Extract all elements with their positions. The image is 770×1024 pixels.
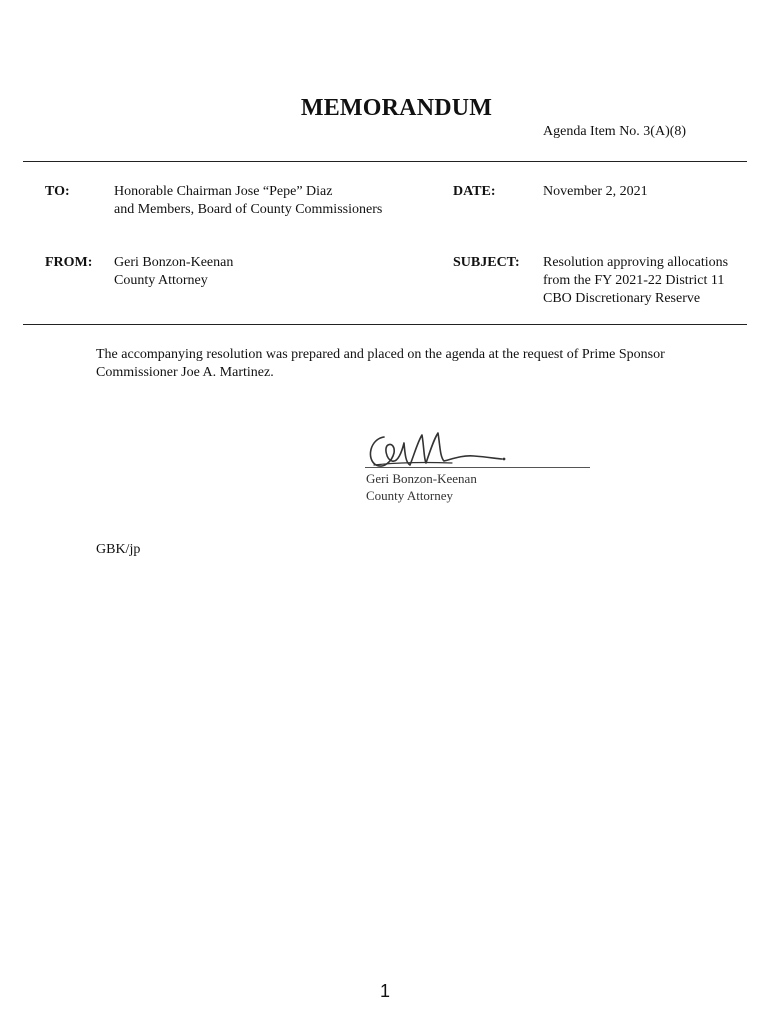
memo-body-line-1: The accompanying resolution was prepared and placed on the agenda at the request of Prime Sponsor xyxy=(96,347,665,362)
to-line-2: and Members, Board of County Commissioners xyxy=(114,202,383,217)
page-number: 1 xyxy=(379,981,390,1001)
from-line-2: County Attorney xyxy=(114,273,208,288)
subject-label: SUBJECT: xyxy=(453,255,520,270)
signature-title: County Attorney xyxy=(366,488,454,503)
bottom-divider xyxy=(23,324,747,325)
subject-line-1: Resolution approving allocations xyxy=(543,255,729,270)
subject-line-3: CBO Discretionary Reserve xyxy=(543,291,701,306)
to-line-1: Honorable Chairman Jose “Pepe” Diaz xyxy=(114,184,333,199)
date-label: DATE: xyxy=(453,184,496,199)
memo-body xyxy=(96,346,736,382)
to-label: TO: xyxy=(45,184,70,199)
typist-initials: GBK/jp xyxy=(96,542,141,557)
top-divider xyxy=(23,161,747,162)
date-value: November 2, 2021 xyxy=(543,184,648,199)
memo-title: MEMORANDUM xyxy=(300,95,493,121)
subject-line-2: from the FY 2021-22 District 11 xyxy=(543,273,725,288)
agenda-item-number: Agenda Item No. 3(A)(8) xyxy=(543,124,687,139)
from-label: FROM: xyxy=(45,255,93,270)
memo-body-line-2: Commissioner Joe A. Martinez. xyxy=(96,365,274,380)
from-line-1: Geri Bonzon-Keenan xyxy=(114,255,234,270)
signature-line xyxy=(365,467,590,468)
signature-name: Geri Bonzon-Keenan xyxy=(366,471,477,486)
